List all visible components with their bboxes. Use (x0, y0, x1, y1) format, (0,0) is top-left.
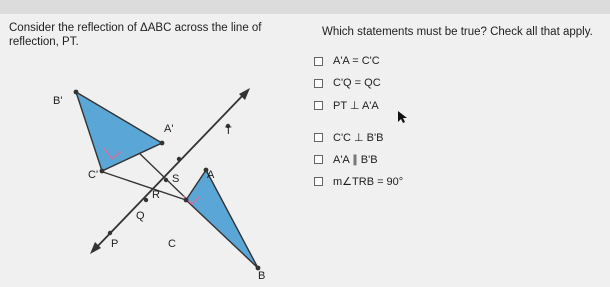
top-bar (0, 0, 610, 14)
choice-6[interactable] (314, 170, 403, 192)
choice-label: C'C ⊥ B'B (333, 131, 384, 144)
choice-label: A'A = C'C (333, 55, 380, 67)
point-p (108, 231, 112, 235)
label-r: R (152, 189, 160, 201)
choice-3[interactable] (314, 94, 403, 116)
triangle-a-prime-b-prime-c-prime (76, 92, 162, 171)
label-b-prime: B' (53, 95, 63, 107)
point-q (144, 198, 148, 202)
reflection-diagram (0, 80, 300, 287)
choice-5[interactable] (314, 148, 403, 170)
choice-label: C'Q = QC (333, 77, 381, 89)
checkbox[interactable] (314, 133, 323, 142)
label-a: A (207, 169, 215, 181)
label-a-prime: A' (164, 123, 174, 135)
point-c-prime (100, 169, 105, 174)
label-c: C (168, 238, 176, 250)
label-p: P (111, 238, 119, 250)
checkbox[interactable] (314, 57, 323, 66)
point-b-prime (74, 90, 79, 95)
checkbox[interactable] (314, 79, 323, 88)
choice-4[interactable] (314, 126, 403, 148)
answer-choices (314, 50, 403, 192)
point-c (184, 198, 189, 203)
problem-prompt: Consider the reflection of ΔABC across the line of reflection, PT. (9, 22, 262, 48)
label-b: B (258, 270, 266, 282)
question-text: Which statements must be true? Check all that apply. (322, 26, 593, 38)
checkbox[interactable] (314, 155, 323, 164)
choice-label: A'A ∥ B'B (333, 153, 378, 166)
choice-1[interactable] (314, 50, 403, 72)
label-s: S (172, 173, 180, 185)
point-r (164, 178, 168, 182)
choice-2[interactable] (314, 72, 403, 94)
label-t: T (225, 125, 232, 137)
choice-label: m∠TRB = 90° (333, 175, 404, 188)
choice-label: PT ⊥ A'A (333, 99, 379, 112)
checkbox[interactable] (314, 177, 323, 186)
label-q: Q (136, 210, 145, 222)
triangle-abc (186, 170, 258, 268)
point-s (177, 157, 181, 161)
mouse-cursor-icon (396, 110, 410, 124)
label-c-prime: C' (88, 169, 99, 181)
point-a-prime (160, 141, 165, 146)
checkbox[interactable] (314, 101, 323, 110)
